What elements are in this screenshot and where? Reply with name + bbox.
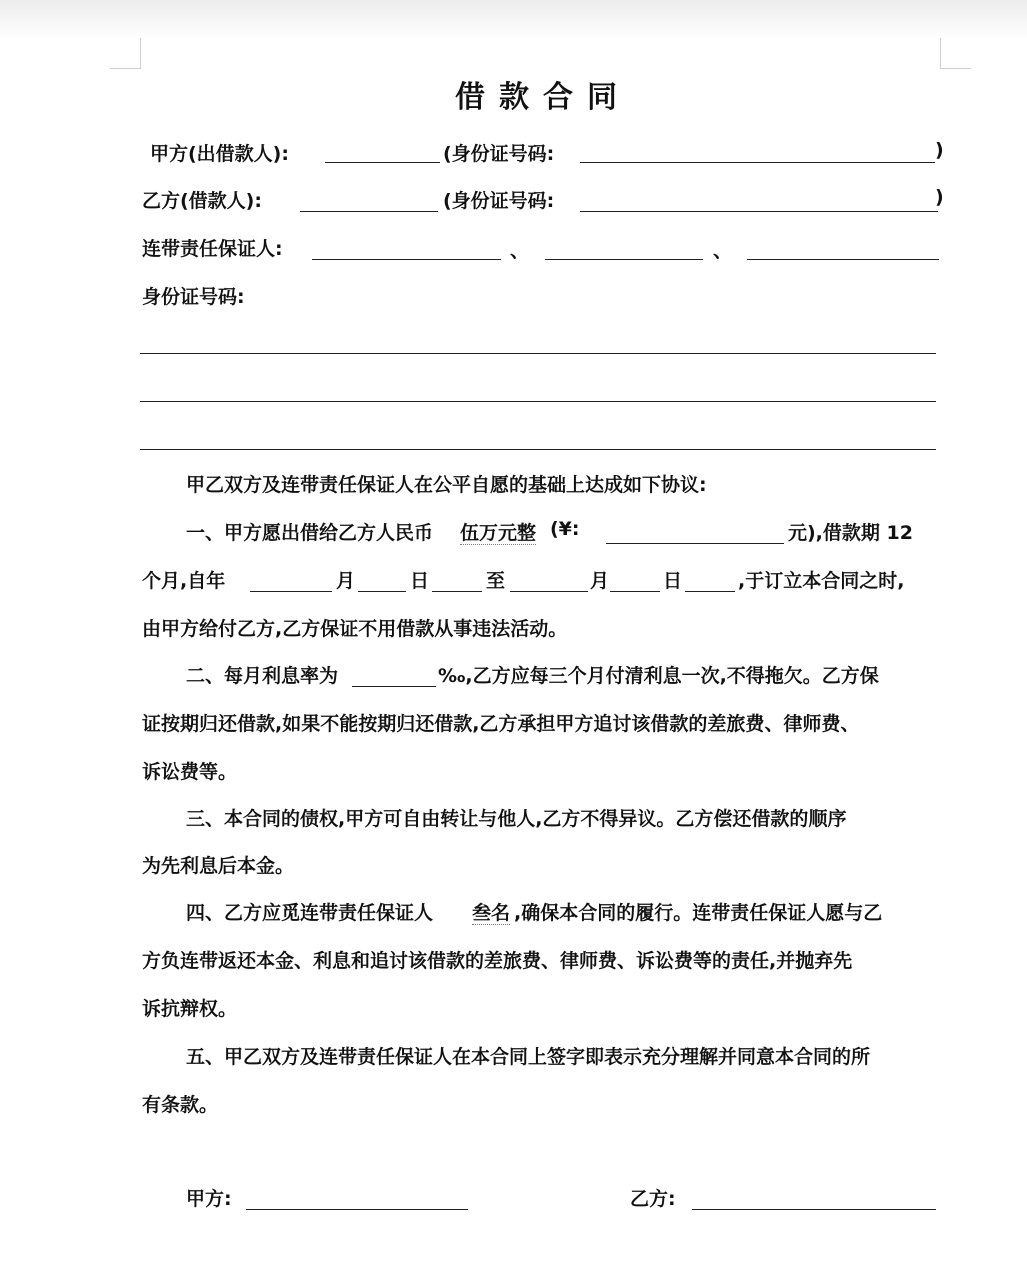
- guarantor-3-field[interactable]: [747, 259, 939, 260]
- loan-amount-number-field[interactable]: [606, 543, 784, 544]
- guarantor-id-line-3[interactable]: [140, 449, 936, 450]
- borrower-label: 乙方(借款人):: [142, 190, 262, 212]
- start-day-field[interactable]: [432, 591, 482, 592]
- clause-1-text-d: 个月,自年: [142, 570, 226, 592]
- clause-2-text-c: 证按期归还借款,如果不能按期归还借款,乙方承担甲方追讨该借款的差旅费、律师费、: [142, 713, 860, 735]
- clause-1-text-b: (¥:: [550, 518, 580, 540]
- guarantor-count: 叁名: [472, 902, 511, 924]
- clause-5-text-b: 有条款。: [142, 1094, 219, 1116]
- start-day-label: 日: [410, 570, 430, 592]
- start-year-field[interactable]: [250, 591, 332, 592]
- end-day-label: 日: [663, 570, 683, 592]
- clause-5-text-a: 五、甲乙双方及连带责任保证人在本合同上签字即表示充分理解并同意本合同的所: [186, 1046, 871, 1068]
- start-month-label: 月: [336, 570, 356, 592]
- guarantor-id-line-2[interactable]: [140, 401, 936, 402]
- clause-4-text-c: 方负连带返还本金、利息和追讨该借款的差旅费、律师费、诉讼费等的责任,并抛弃先: [142, 950, 853, 972]
- clause-3-text-b: 为先利息后本金。: [142, 855, 295, 877]
- clause-2-text-a: 二、每月利息率为: [186, 665, 339, 687]
- intro-text: 甲乙双方及连带责任保证人在公平自愿的基础上达成如下协议:: [186, 474, 707, 496]
- guarantor-id-line-1[interactable]: [140, 353, 936, 354]
- guarantor-id-label: 身份证号码:: [142, 286, 245, 308]
- lender-name-field[interactable]: [325, 162, 440, 163]
- borrower-id-label: (身份证号码:: [443, 190, 555, 212]
- guarantor-2-field[interactable]: [545, 259, 703, 260]
- borrower-id-field[interactable]: [580, 211, 938, 212]
- clause-2-text-b: ‰,乙方应每三个月付清利息一次,不得拖欠。乙方保: [438, 665, 879, 687]
- guarantor-1-field[interactable]: [312, 259, 501, 260]
- page-corner-mark-left: [110, 38, 141, 69]
- clause-1-text-f: 由甲方给付乙方,乙方保证不用借款从事违法活动。: [142, 618, 568, 640]
- party-a-signature-label: 甲方:: [186, 1188, 232, 1210]
- party-b-signature-field[interactable]: [692, 1209, 936, 1210]
- page-corner-mark-right: [940, 38, 971, 69]
- interest-rate-field[interactable]: [352, 686, 436, 687]
- start-month-field[interactable]: [358, 591, 406, 592]
- lender-id-field[interactable]: [580, 162, 935, 163]
- loan-amount-words: 伍万元整: [460, 522, 537, 544]
- clause-1-text-e: ,于订立本合同之时,: [738, 570, 905, 592]
- end-month-field[interactable]: [610, 591, 660, 592]
- borrower-id-close: ): [935, 186, 944, 208]
- document-title: 借款合同: [455, 80, 631, 115]
- lender-id-close: ): [935, 139, 944, 161]
- clause-3-text-a: 三、本合同的债权,甲方可自由转让与他人,乙方不得异议。乙方偿还借款的顺序: [186, 808, 847, 830]
- clause-4-text-a: 四、乙方应觅连带责任保证人: [186, 902, 434, 924]
- lender-id-label: (身份证号码:: [443, 143, 555, 165]
- page-top-shadow: [0, 0, 1027, 40]
- end-day-field[interactable]: [685, 591, 735, 592]
- clause-1-text-c: 元),借款期 12: [788, 522, 913, 544]
- borrower-name-field[interactable]: [300, 211, 438, 212]
- end-month-label: 月: [590, 570, 610, 592]
- party-b-signature-label: 乙方:: [630, 1188, 676, 1210]
- clause-1-text-a: 一、甲方愿出借给乙方人民币: [186, 522, 434, 544]
- guarantor-separator-1: 、: [510, 240, 530, 262]
- clause-4-text-d: 诉抗辩权。: [142, 998, 238, 1020]
- end-year-field[interactable]: [510, 591, 588, 592]
- party-a-signature-field[interactable]: [246, 1209, 468, 1210]
- to-label: 至: [486, 570, 506, 592]
- guarantor-label: 连带责任保证人:: [142, 238, 283, 260]
- guarantor-separator-2: 、: [713, 240, 733, 262]
- clause-2-text-d: 诉讼费等。: [142, 761, 238, 783]
- lender-label: 甲方(出借款人):: [150, 143, 289, 165]
- clause-4-text-b: ,确保本合同的履行。连带责任保证人愿与乙: [514, 902, 883, 924]
